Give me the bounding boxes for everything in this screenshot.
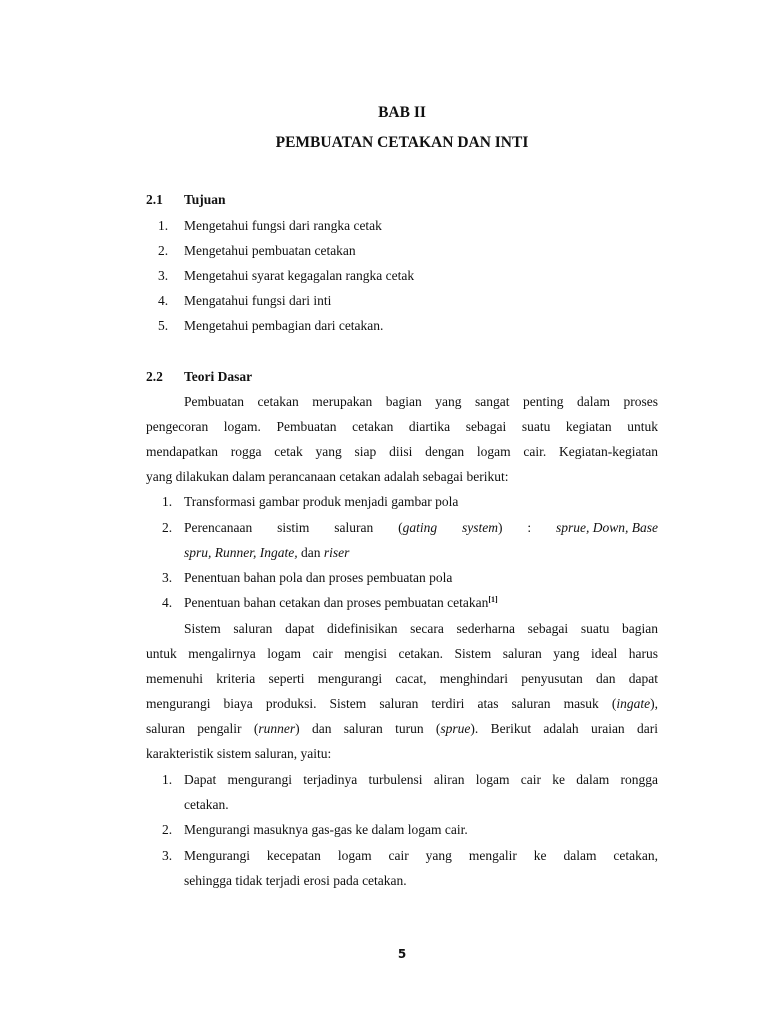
list-item: Mengetahui pembagian dari cetakan. <box>184 318 384 333</box>
paragraph-line: mengurangi biaya produksi. Sistem saluran terdiri atas saluran masuk (ingate), <box>146 696 658 711</box>
paragraph-line: Pembuatan cetakan merupakan bagian yang sangat penting dalam proses <box>184 394 658 409</box>
paragraph-line: mendapatkan rogga cetak yang siap diisi dengan logam cair. Kegiatan-kegiatan <box>146 444 658 459</box>
list-item: Penentuan bahan pola dan proses pembuatan pola <box>184 570 453 585</box>
list-number: 5. <box>158 318 169 333</box>
paragraph-line: saluran pengalir (runner) dan saluran turun (sprue). Berikut adalah uraian dari <box>146 721 658 736</box>
section-number: 2.2 <box>146 369 163 384</box>
list-item: Dapat mengurangi terjadinya turbulensi aliran logam cair ke dalam rongga <box>184 772 658 787</box>
chapter-label: BAB II <box>378 104 426 121</box>
list-item-continuation: cetakan. <box>184 797 229 812</box>
list-item: Transformasi gambar produk menjadi gambar pola <box>184 494 459 509</box>
paragraph-line: Sistem saluran dapat didefinisikan secara sederharna sebagai suatu bagian <box>184 621 658 636</box>
list-item-continuation: sehingga tidak terjadi erosi pada cetakan. <box>184 873 407 888</box>
list-item: Mengetahui fungsi dari rangka cetak <box>184 218 382 233</box>
section-title: Tujuan <box>184 192 226 207</box>
list-number: 1. <box>162 494 173 509</box>
section-number: 2.1 <box>146 192 163 207</box>
list-item: Mengetahui syarat kegagalan rangka cetak <box>184 268 415 283</box>
list-number: 3. <box>162 848 173 863</box>
list-item: Mengetahui pembuatan cetakan <box>184 243 356 258</box>
list-item-continuation: spru, Runner, Ingate, dan riser <box>184 545 350 560</box>
list-number: 2. <box>158 243 169 258</box>
list-number: 1. <box>158 218 169 233</box>
list-number: 2. <box>162 822 173 837</box>
list-number: 3. <box>162 570 173 585</box>
list-item: Mengurangi kecepatan logam cair yang mengalir ke dalam cetakan, <box>184 848 658 863</box>
list-item: Penentuan bahan cetakan dan proses pembuatan cetakan[1] <box>184 595 498 610</box>
page-number: 5 <box>397 947 407 961</box>
list-item: Perencanaan sistim saluran (gating system) : sprue, Down, Base <box>184 520 658 535</box>
chapter-title: PEMBUATAN CETAKAN DAN INTI <box>275 134 529 151</box>
paragraph-line: memenuhi kriteria seperti mengurangi cacat, menghindari penyusutan dan dapat <box>146 671 658 686</box>
paragraph-line: pengecoran logam. Pembuatan cetakan diartika sebagai suatu kegiatan untuk <box>146 419 658 434</box>
section-heading-tujuan <box>146 192 226 208</box>
list-item: Mengurangi masuknya gas-gas ke dalam logam cair. <box>184 822 468 837</box>
list-number: 4. <box>162 595 173 610</box>
list-number: 2. <box>162 520 173 535</box>
list-item: Mengatahui fungsi dari inti <box>184 293 332 308</box>
reference-marker: [1] <box>488 595 498 604</box>
paragraph-line: karakteristik sistem saluran, yaitu: <box>146 746 332 761</box>
list-number: 1. <box>162 772 173 787</box>
list-number: 4. <box>158 293 169 308</box>
section-title: Teori Dasar <box>184 369 253 384</box>
section-heading-teori-dasar <box>146 369 252 385</box>
paragraph-line: untuk mengalirnya logam cair mengisi cetakan. Sistem saluran yang ideal harus <box>146 646 658 661</box>
list-number: 3. <box>158 268 169 283</box>
paragraph-line: yang dilakukan dalam perancanaan cetakan adalah sebagai berikut: <box>146 469 509 484</box>
